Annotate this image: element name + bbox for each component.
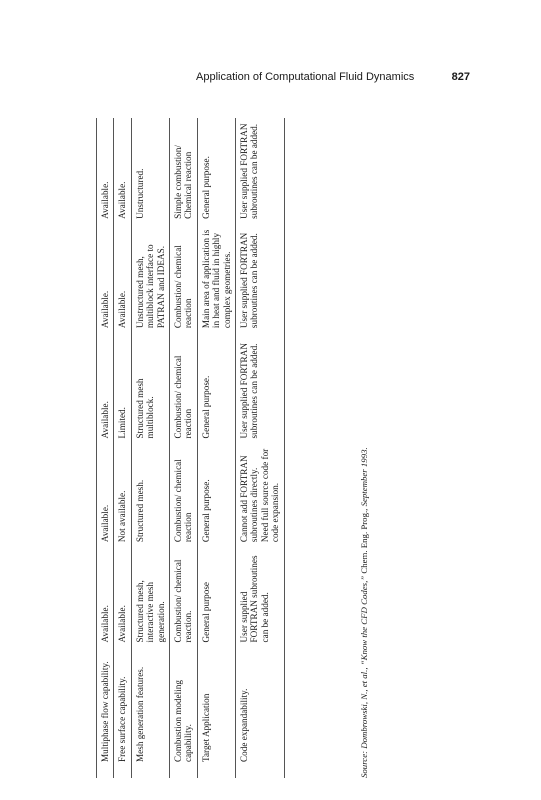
row-label: Target Application <box>197 646 235 778</box>
source-article: “Know the CFD Codes,” <box>359 575 369 666</box>
row-label: Code expandability. <box>236 646 285 778</box>
table-cell: Available. <box>114 546 131 646</box>
table-cell: Available. <box>97 223 114 332</box>
source-date: , September 1993. <box>359 447 369 511</box>
source-journal: Chem. Eng. Prog. <box>359 510 369 576</box>
row-label: Combustion modeling capability. <box>170 646 198 778</box>
table-cell: Combustion/ chemical reaction <box>170 223 198 332</box>
table-cell: Cannot add FORTRAN subroutines directly. Need full source code for code expansion. <box>236 442 285 546</box>
table-cell: Combustion/ chemical reaction <box>170 442 198 546</box>
running-head-title: Application of Computational Fluid Dynamics <box>196 71 415 83</box>
table-cell: Not available. <box>114 442 131 546</box>
cfd-comparison-table <box>96 118 285 778</box>
table-row <box>170 118 198 778</box>
table-cell: Available. <box>97 546 114 646</box>
table-cell: Structured mesh multiblock. <box>131 332 169 442</box>
table-row <box>131 118 169 778</box>
table-cell: General purpose <box>197 546 235 646</box>
table-row <box>197 118 235 778</box>
table-row <box>97 118 114 778</box>
table-cell: Available. <box>114 118 131 223</box>
source-prefix: Source: Dombrowski, N., et al., <box>359 665 369 778</box>
table-cell: User supplied FORTRAN subroutines can be added. <box>236 546 285 646</box>
table-cell: Combustion/ chemical reaction. <box>170 546 198 646</box>
table-row <box>236 118 285 778</box>
table-cell: Available. <box>97 442 114 546</box>
table-cell: Unstructured. <box>131 118 169 223</box>
table-row <box>114 118 131 778</box>
table-cell: Simple combustion/ Chemical reaction <box>170 118 198 223</box>
row-label: Multiphase flow capability. <box>97 646 114 778</box>
table-cell: Available. <box>97 118 114 223</box>
rotated-table-area <box>46 118 410 778</box>
running-head <box>196 71 470 83</box>
table-source-note <box>359 118 369 778</box>
table-cell: Main area of application is in heat and fluid in highly complex geometries. <box>197 223 235 332</box>
table-cell: Limited. <box>114 332 131 442</box>
table-cell: User supplied FORTRAN subroutines can be added. <box>236 118 285 223</box>
page-number: 827 <box>451 71 470 83</box>
table-cell: General purpose. <box>197 118 235 223</box>
table-cell: Structured mesh. <box>131 442 169 546</box>
table-cell: Structured mesh, interactive mesh generation. <box>131 546 169 646</box>
table-cell: Available. <box>114 223 131 332</box>
table-cell: User supplied FORTRAN subroutines can be added. <box>236 332 285 442</box>
row-label: Free surface capability. <box>114 646 131 778</box>
row-label: Mesh generation features. <box>131 646 169 778</box>
table-cell: General purpose. <box>197 332 235 442</box>
table-cell: User supplied FORTRAN subroutines can be added. <box>236 223 285 332</box>
table-cell: General purpose. <box>197 442 235 546</box>
table-cell: Available. <box>97 332 114 442</box>
table-cell: Combustion/ chemical reaction <box>170 332 198 442</box>
table-cell: Unstructured mesh, multiblock interface to PATRAN and IDEAS. <box>131 223 169 332</box>
